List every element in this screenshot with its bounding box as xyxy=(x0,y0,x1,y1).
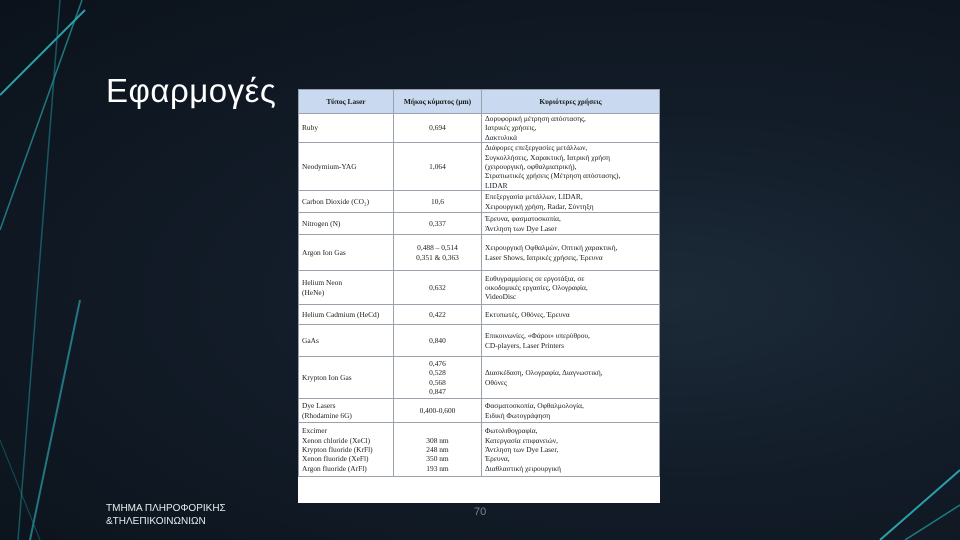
footer-department xyxy=(106,502,226,528)
uses-cell xyxy=(482,143,660,191)
uses-cell-line: Διασκέδαση, Ολογραφία, Διαγνωστική, xyxy=(485,368,603,378)
laser-type-cell-line: Krypton Ion Gas xyxy=(302,373,352,383)
wavelength-cell xyxy=(394,235,482,271)
wavelength-cell-line: 248 nm xyxy=(426,445,449,455)
uses-cell xyxy=(482,235,660,271)
uses-cell-line: Συγκολλήσεις, Χαρακτική, Ιατρική χρήση xyxy=(485,152,610,162)
uses-cell-line: (χειρουργική, οφθαλμιατρική), xyxy=(485,162,577,172)
uses-cell xyxy=(482,423,660,477)
laser-applications-table xyxy=(298,89,660,503)
table-row xyxy=(299,235,660,271)
wavelength-cell-line: 0,476 xyxy=(429,358,446,368)
laser-type-cell-line: Helium Neon xyxy=(302,278,343,288)
wavelength-cell-line: 0,632 xyxy=(429,283,446,293)
wavelength-cell-line: 0,400-0,600 xyxy=(419,406,456,416)
laser-type-cell xyxy=(299,325,394,357)
laser-type-cell xyxy=(299,423,394,477)
laser-type-cell xyxy=(299,271,394,305)
uses-cell-line: Έρευνα, xyxy=(485,454,510,464)
table-row xyxy=(299,271,660,305)
uses-cell-line: Φωτολιθογραφία, xyxy=(485,426,538,436)
laser-type-cell-line: (HeNe) xyxy=(302,287,325,297)
wavelength-cell-line: 0,847 xyxy=(429,387,446,397)
uses-cell-line: Επεξεργασία μετάλλων, LIDAR, xyxy=(485,192,583,202)
wavelength-cell xyxy=(394,399,482,423)
laser-type-cell-line: Argon Ion Gas xyxy=(302,248,346,258)
laser-type-cell-line: Ruby xyxy=(302,123,319,133)
uses-cell xyxy=(482,114,660,143)
wavelength-cell xyxy=(394,191,482,213)
wavelength-cell-line: 0,528 xyxy=(429,368,446,378)
uses-cell-line: Ευθυγραμμίσεις σε εργοτάξια, σε xyxy=(485,273,585,283)
wavelength-cell-line: 1,064 xyxy=(429,162,446,172)
laser-table xyxy=(298,89,660,477)
uses-cell xyxy=(482,305,660,325)
wavelength-cell-line: 308 nm xyxy=(426,435,449,445)
header-laser-type: Τύπος Laser xyxy=(299,90,394,114)
uses-cell xyxy=(482,213,660,235)
header-wavelength: Μήκος κύματος (μm) xyxy=(394,90,482,114)
laser-type-cell-line: Xenon chloride (XeCl) xyxy=(302,435,371,445)
wavelength-cell-line: 10,6 xyxy=(431,197,444,207)
uses-cell-line: Άντληση των Dye Laser, xyxy=(485,445,559,455)
wavelength-cell xyxy=(394,143,482,191)
uses-cell-line: VideoDisc xyxy=(485,292,517,302)
wavelength-cell-line: 0,694 xyxy=(429,123,446,133)
wavelength-cell-line: 193 nm xyxy=(426,463,449,473)
wavelength-cell-line: 0,422 xyxy=(429,310,446,320)
uses-cell-line: Οθόνες xyxy=(485,377,507,387)
wavelength-cell-line: 0,568 xyxy=(429,377,446,387)
table-header-row xyxy=(299,90,660,114)
wavelength-cell xyxy=(394,423,482,477)
table-row xyxy=(299,191,660,213)
uses-cell-line: Διάφορες επεξεργασίες μετάλλων, xyxy=(485,143,588,153)
wavelength-cell xyxy=(394,305,482,325)
uses-cell-line: Έρευνα, φασματοσκοπία, xyxy=(485,214,561,224)
uses-cell-line: Ιατρικές χρήσεις, xyxy=(485,123,537,133)
uses-cell-line: Επικοινωνίες, «Φάροι» υπερύθρου, xyxy=(485,331,590,341)
uses-cell xyxy=(482,399,660,423)
laser-type-cell-line: Helium Cadmium (HeCd) xyxy=(302,310,380,320)
laser-type-cell-line: Neodymium-YAG xyxy=(302,162,357,172)
laser-type-cell-line: Nitrogen (N) xyxy=(302,219,341,229)
laser-type-cell xyxy=(299,143,394,191)
uses-cell-line: Φασματοσκοπία, Οφθαλμολογία, xyxy=(485,401,584,411)
laser-type-cell-line: Argon fluoride (ArFl) xyxy=(302,463,367,473)
wavelength-cell-line xyxy=(397,426,478,435)
uses-cell-line: Δορυφορική μέτρηση απόστασης, xyxy=(485,114,586,123)
laser-type-cell-line: Krypton fluoride (KrFl) xyxy=(302,445,373,455)
wavelength-cell-line: 0,840 xyxy=(429,336,446,346)
wavelength-cell-line: 0,337 xyxy=(429,219,446,229)
uses-cell-line: Άντληση των Dye Laser xyxy=(485,223,557,233)
wavelength-cell xyxy=(394,357,482,399)
uses-cell-line: Δακτυλικά xyxy=(485,132,517,142)
wavelength-cell xyxy=(394,114,482,143)
uses-cell-line: Laser Shows, Ιατρικές χρήσεις, Έρευνα xyxy=(485,252,603,262)
uses-cell xyxy=(482,325,660,357)
page-number: 70 xyxy=(474,506,487,518)
table-row xyxy=(299,399,660,423)
uses-cell xyxy=(482,191,660,213)
laser-type-cell-line: Excimer xyxy=(302,426,328,436)
laser-type-cell xyxy=(299,399,394,423)
wavelength-cell xyxy=(394,213,482,235)
uses-cell xyxy=(482,271,660,305)
laser-type-cell xyxy=(299,114,394,143)
wavelength-cell xyxy=(394,271,482,305)
wavelength-cell-line: 350 nm xyxy=(426,454,449,464)
table-row xyxy=(299,305,660,325)
laser-type-cell-line: Xenon fluoride (XeFl) xyxy=(302,454,369,464)
header-main-uses: Κυριότερες χρήσεις xyxy=(482,90,660,114)
slide-title: Εφαρμογές xyxy=(106,72,277,109)
wavelength-cell-line: 0,351 & 0,363 xyxy=(416,252,459,262)
wavelength-cell-line: 0,488 – 0,514 xyxy=(417,243,458,253)
uses-cell-line: Ειδική Φωτογράφηση xyxy=(485,410,551,420)
footer-line-1: ΤΜΗΜΑ ΠΛΗΡΟΦΟΡΙΚΗΣ xyxy=(106,503,226,514)
table-row xyxy=(299,357,660,399)
uses-cell-line: LIDAR xyxy=(485,180,508,190)
laser-type-cell-line: Carbon Dioxide (CO₂) xyxy=(302,197,370,207)
uses-cell xyxy=(482,357,660,399)
laser-type-cell-line: (Rhodamine 6G) xyxy=(302,410,352,420)
footer-line-2: &ΤΗΛΕΠΙΚΟΙΝΩΝΙΩΝ xyxy=(106,516,206,527)
uses-cell-line: Στρατιωτικές χρήσεις (Μέτρηση απόστασης), xyxy=(485,171,621,181)
laser-type-cell-line: GaAs xyxy=(302,336,319,346)
uses-cell-line: Χειρουργική χρήση, Radar, Σύντηξη xyxy=(485,201,594,211)
wavelength-cell xyxy=(394,325,482,357)
laser-type-cell xyxy=(299,305,394,325)
table-row xyxy=(299,213,660,235)
table-row xyxy=(299,143,660,191)
laser-type-cell-line: Dye Lasers xyxy=(302,401,336,411)
laser-type-cell xyxy=(299,235,394,271)
laser-type-cell xyxy=(299,213,394,235)
uses-cell-line: Κατεργασία επιφανειών, xyxy=(485,435,558,445)
uses-cell-line: Εκτυπωτές, Οθόνες, Έρευνα xyxy=(485,310,570,320)
uses-cell-line: Διαθλαστική χειρουργική xyxy=(485,463,561,473)
uses-cell-line: οικοδομικές εργασίες, Ολογραφία, xyxy=(485,283,588,293)
uses-cell-line: Χειρουργική Οφθαλμών, Οπτική χαρακτική, xyxy=(485,243,618,253)
uses-cell-line: CD-players, Laser Printers xyxy=(485,340,565,350)
laser-type-cell xyxy=(299,357,394,399)
table-row xyxy=(299,423,660,477)
table-row xyxy=(299,325,660,357)
table-row xyxy=(299,114,660,143)
laser-type-cell xyxy=(299,191,394,213)
